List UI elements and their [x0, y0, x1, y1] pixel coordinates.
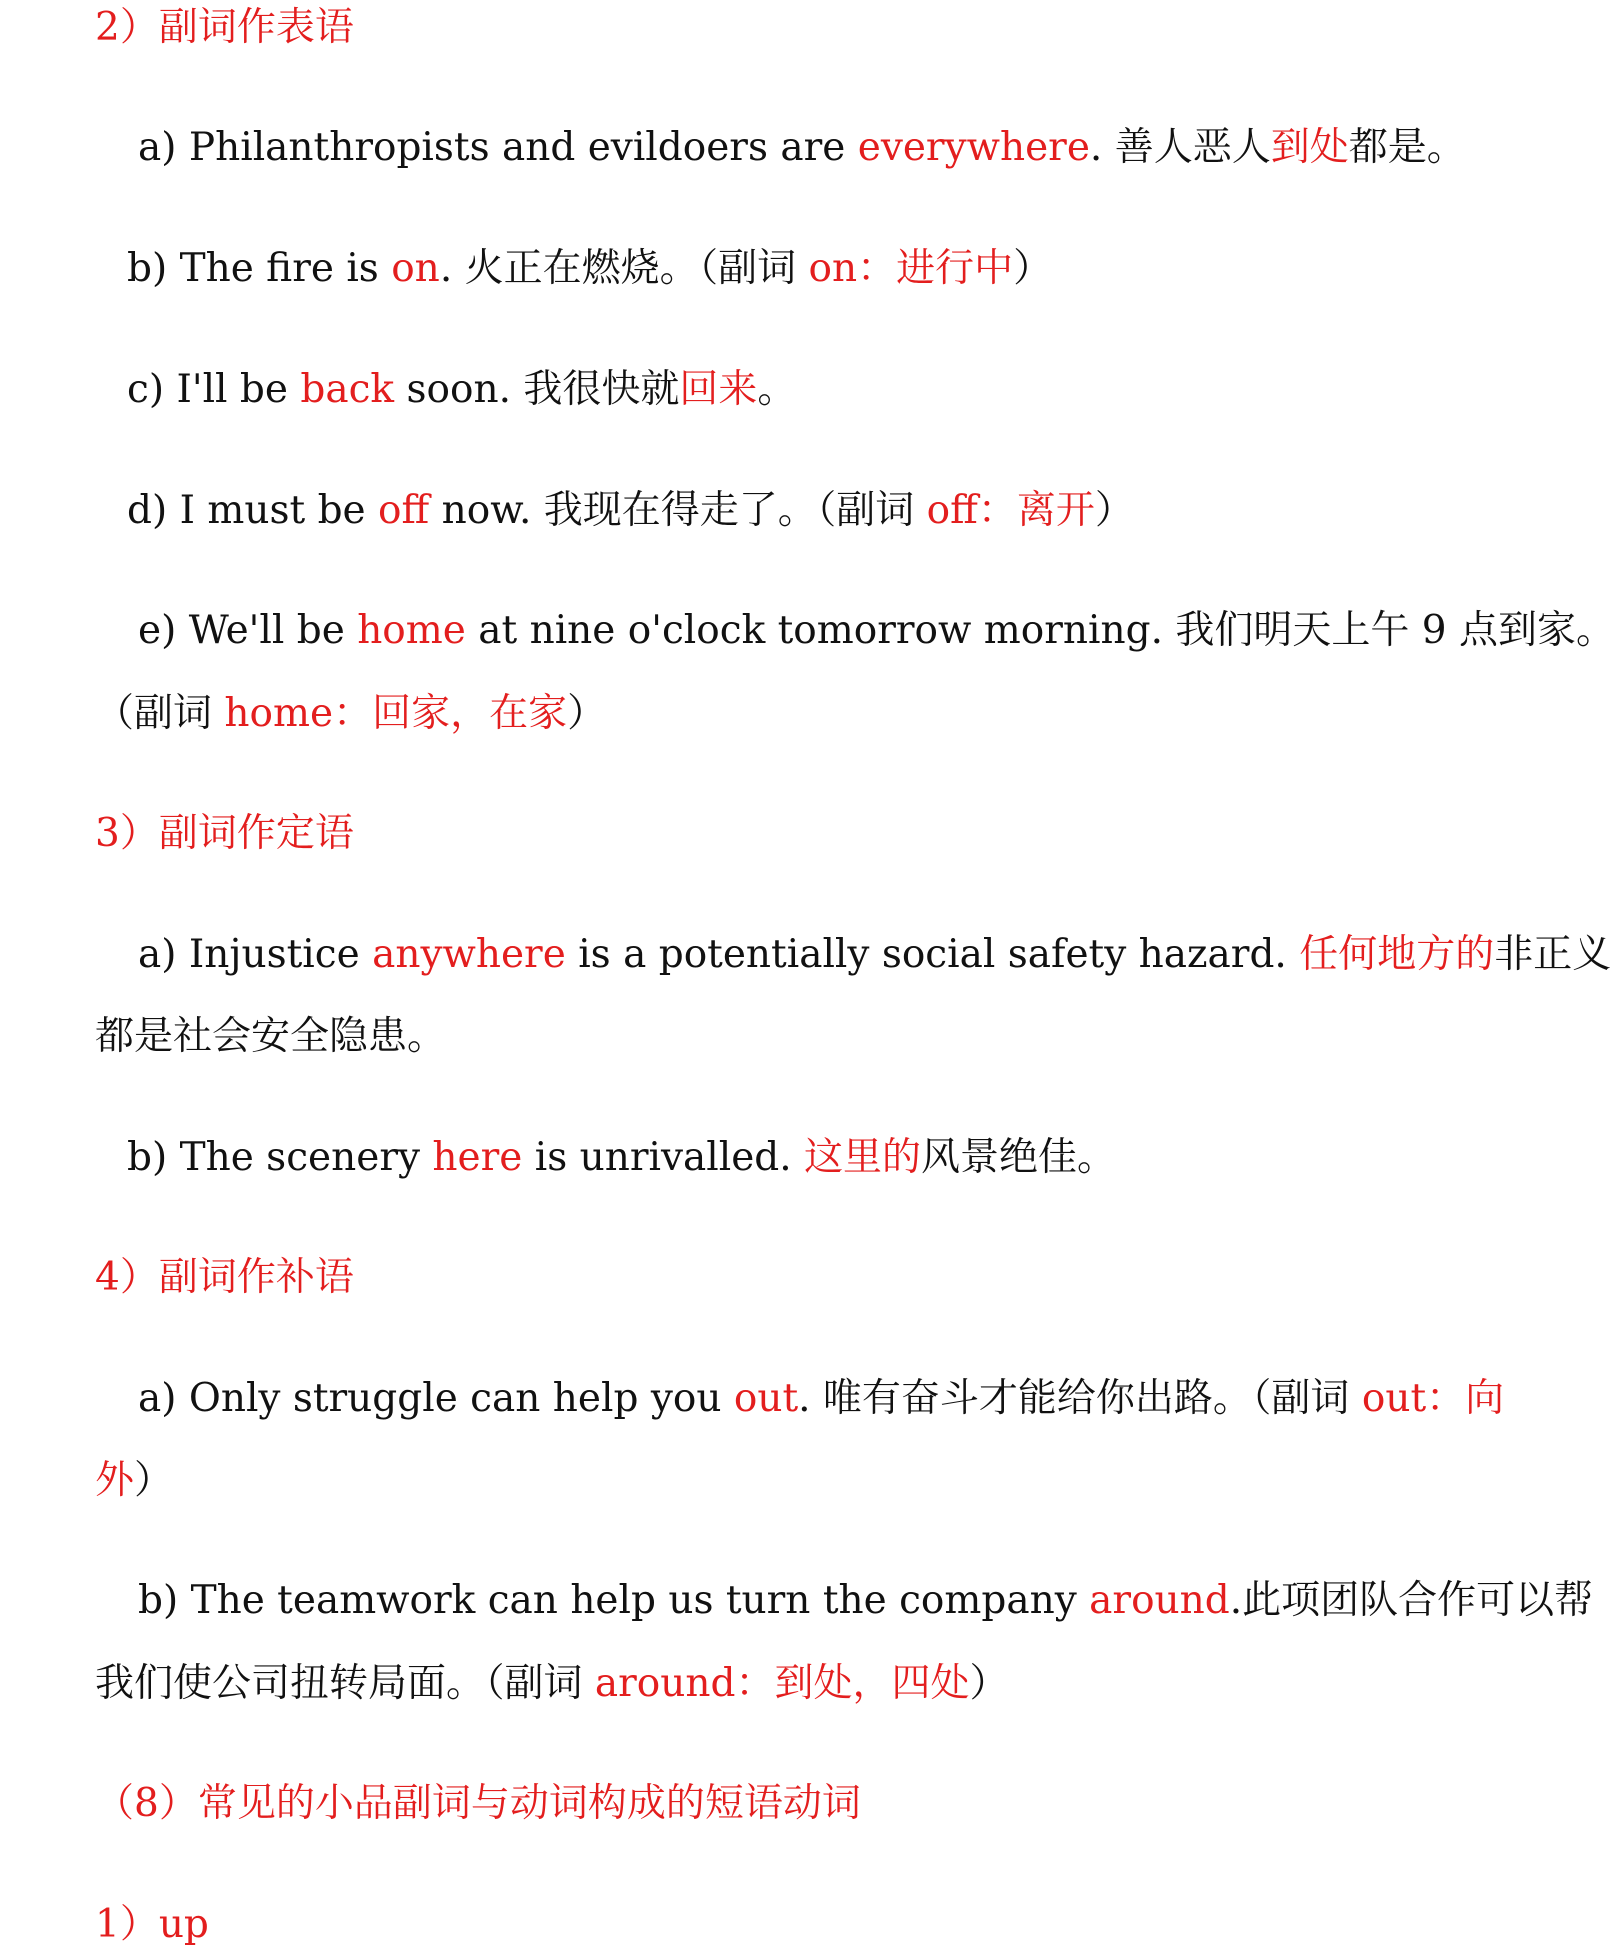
highlight: everywhere — [857, 125, 1090, 170]
text: .此项团队合作可以帮 — [1229, 1578, 1594, 1623]
highlight: back — [300, 367, 395, 412]
text: d) I must be — [127, 488, 379, 533]
example-3a — [138, 930, 1611, 980]
text: 。 — [757, 367, 797, 412]
heading-complement: 4）副词作补语 — [95, 1255, 354, 1300]
text: soon. 我很快就 — [394, 367, 680, 412]
highlight: on：进行中 — [808, 246, 1014, 291]
highlight: out — [733, 1376, 799, 1421]
text: a) Philanthropists and evildoers are — [138, 125, 858, 170]
example-4b — [138, 1576, 1593, 1626]
highlight: home：回家，在家 — [224, 691, 568, 736]
example-4a-cont — [95, 1456, 173, 1506]
example-2c — [127, 365, 796, 415]
text: ） — [134, 1458, 174, 1503]
highlight: off — [378, 488, 430, 533]
text: ） — [1094, 488, 1134, 533]
highlight: 到处 — [1270, 125, 1349, 170]
highlight: here — [432, 1135, 523, 1180]
heading-up: 1）up — [95, 1902, 209, 1947]
text: b) The scenery — [127, 1135, 433, 1180]
text: 都是。 — [1348, 125, 1466, 170]
text: at nine o'clock tomorrow morning. 我们明天上午 9 点到家。 — [465, 608, 1615, 653]
text: 非正义 — [1494, 932, 1612, 977]
example-4a — [138, 1374, 1504, 1424]
highlight: out：向 — [1361, 1376, 1505, 1421]
text: is a potentially social safety hazard. — [565, 932, 1300, 977]
example-3b — [127, 1133, 1116, 1183]
text: . 善人恶人 — [1089, 125, 1271, 170]
heading-predicative: 2）副词作表语 — [95, 5, 354, 50]
text: ） — [969, 1661, 1009, 1706]
highlight: on — [391, 246, 440, 291]
example-3a-cont — [95, 1012, 446, 1062]
text: now. 我现在得走了。（副词 — [429, 488, 927, 533]
text: e) We'll be — [138, 608, 358, 653]
highlight: around — [1089, 1578, 1230, 1623]
text: 风景绝佳。 — [921, 1135, 1117, 1180]
example-2e-cont — [95, 689, 606, 739]
text: ） — [1013, 246, 1053, 291]
text: b) The fire is — [127, 246, 392, 291]
text: 都是社会安全隐患。 — [95, 1014, 447, 1059]
highlight: around：到处，四处 — [594, 1661, 970, 1706]
text: c) I'll be — [127, 367, 301, 412]
highlight: home — [357, 608, 466, 653]
text: a) Injustice — [138, 932, 373, 977]
example-2d — [127, 486, 1134, 536]
text: a) Only struggle can help you — [138, 1376, 734, 1421]
text: 我们使公司扭转局面。（副词 — [95, 1661, 595, 1706]
example-4b-cont — [95, 1659, 1009, 1709]
highlight: 回来 — [679, 367, 758, 412]
highlight: off：离开 — [926, 488, 1095, 533]
heading-attributive: 3）副词作定语 — [95, 811, 354, 856]
text: . 唯有奋斗才能给你出路。（副词 — [798, 1376, 1362, 1421]
heading-phrasal-verbs: （8）常见的小品副词与动词构成的短语动词 — [95, 1781, 861, 1826]
example-2b — [127, 244, 1052, 294]
highlight: 外 — [95, 1458, 135, 1503]
text: is unrivalled. — [522, 1135, 805, 1180]
text: . 火正在燃烧。（副词 — [439, 246, 809, 291]
highlight: 任何地方的 — [1299, 932, 1495, 977]
example-2e — [138, 606, 1615, 656]
text: ） — [567, 691, 607, 736]
highlight: 这里的 — [804, 1135, 922, 1180]
highlight: anywhere — [372, 932, 566, 977]
text: b) The teamwork can help us turn the company — [138, 1578, 1090, 1623]
text: （副词 — [95, 691, 225, 736]
example-2a — [138, 123, 1466, 173]
